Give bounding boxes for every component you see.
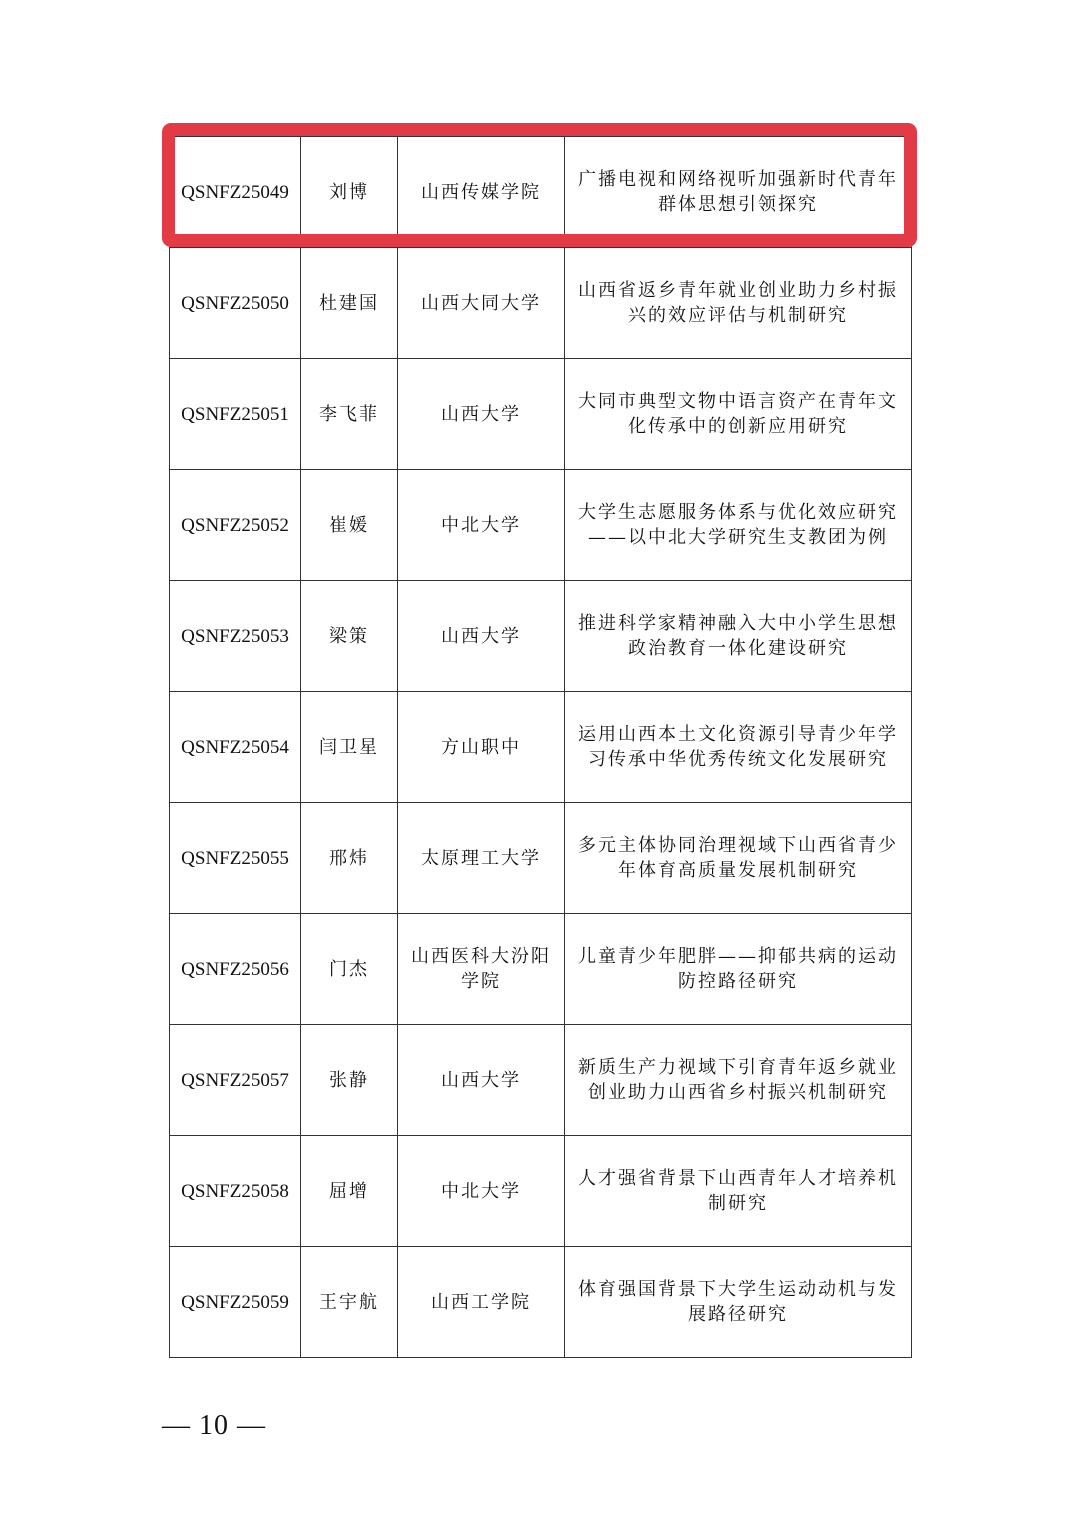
table-row	[170, 359, 912, 470]
project-code: QSNFZ25052	[170, 470, 301, 581]
project-table	[169, 136, 912, 1358]
project-topic: 广播电视和网络视听加强新时代青年群体思想引领探究	[565, 137, 912, 248]
institution: 山西大学	[398, 359, 565, 470]
institution: 中北大学	[398, 470, 565, 581]
researcher-name: 杜建国	[301, 248, 398, 359]
project-code: QSNFZ25056	[170, 914, 301, 1025]
institution: 山西大同大学	[398, 248, 565, 359]
project-code: QSNFZ25049	[170, 137, 301, 248]
researcher-name: 门杰	[301, 914, 398, 1025]
project-topic: 大同市典型文物中语言资产在青年文化传承中的创新应用研究	[565, 359, 912, 470]
project-topic: 体育强国背景下大学生运动动机与发展路径研究	[565, 1247, 912, 1358]
researcher-name: 屈增	[301, 1136, 398, 1247]
table-row	[170, 470, 912, 581]
table-row	[170, 1025, 912, 1136]
researcher-name: 邢炜	[301, 803, 398, 914]
project-code: QSNFZ25055	[170, 803, 301, 914]
table-row	[170, 1136, 912, 1247]
project-topic: 儿童青少年肥胖——抑郁共病的运动防控路径研究	[565, 914, 912, 1025]
page-number: — 10 —	[162, 1410, 266, 1441]
institution: 太原理工大学	[398, 803, 565, 914]
table-row	[170, 137, 912, 248]
table-row	[170, 1247, 912, 1358]
researcher-name: 李飞菲	[301, 359, 398, 470]
project-code: QSNFZ25053	[170, 581, 301, 692]
institution: 山西工学院	[398, 1247, 565, 1358]
table-row	[170, 914, 912, 1025]
institution: 方山职中	[398, 692, 565, 803]
institution: 山西大学	[398, 581, 565, 692]
researcher-name: 王宇航	[301, 1247, 398, 1358]
table-row	[170, 803, 912, 914]
project-topic: 多元主体协同治理视域下山西省青少年体育高质量发展机制研究	[565, 803, 912, 914]
project-topic: 大学生志愿服务体系与优化效应研究——以中北大学研究生支教团为例	[565, 470, 912, 581]
researcher-name: 张静	[301, 1025, 398, 1136]
project-code: QSNFZ25057	[170, 1025, 301, 1136]
table-row	[170, 692, 912, 803]
project-topic: 人才强省背景下山西青年人才培养机制研究	[565, 1136, 912, 1247]
researcher-name: 梁策	[301, 581, 398, 692]
project-code: QSNFZ25051	[170, 359, 301, 470]
project-topic: 新质生产力视域下引育青年返乡就业创业助力山西省乡村振兴机制研究	[565, 1025, 912, 1136]
institution: 山西大学	[398, 1025, 565, 1136]
project-topic: 山西省返乡青年就业创业助力乡村振兴的效应评估与机制研究	[565, 248, 912, 359]
institution: 中北大学	[398, 1136, 565, 1247]
researcher-name: 刘博	[301, 137, 398, 248]
table-row	[170, 248, 912, 359]
project-code: QSNFZ25058	[170, 1136, 301, 1247]
project-code: QSNFZ25054	[170, 692, 301, 803]
researcher-name: 崔媛	[301, 470, 398, 581]
researcher-name: 闫卫星	[301, 692, 398, 803]
institution: 山西传媒学院	[398, 137, 565, 248]
project-topic: 运用山西本土文化资源引导青少年学习传承中华优秀传统文化发展研究	[565, 692, 912, 803]
table-row	[170, 581, 912, 692]
project-topic: 推进科学家精神融入大中小学生思想政治教育一体化建设研究	[565, 581, 912, 692]
project-code: QSNFZ25050	[170, 248, 301, 359]
project-code: QSNFZ25059	[170, 1247, 301, 1358]
institution: 山西医科大汾阳学院	[398, 914, 565, 1025]
